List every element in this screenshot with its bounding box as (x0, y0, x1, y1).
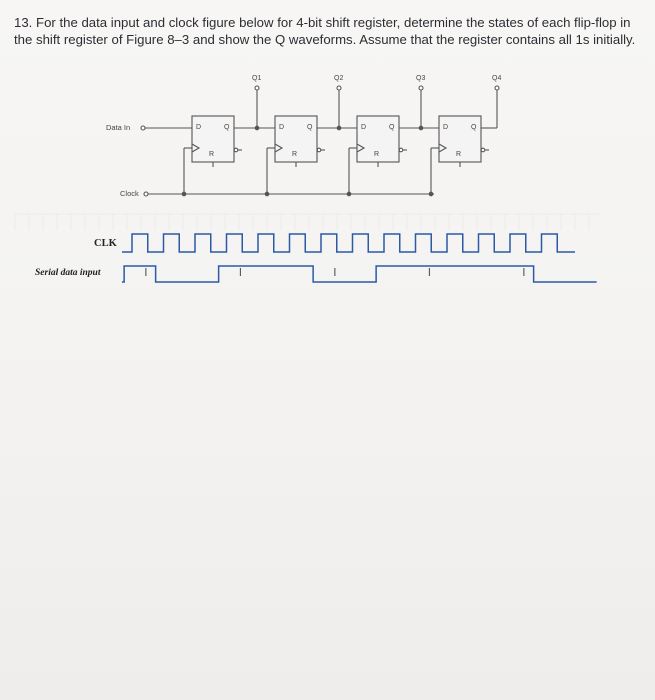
question-body: For the data input and clock figure below for 4-bit shift register, determine the states of each flip-flop in the shift register of Figure 8–3 and show the Q waveforms. Assume that the register contains all 1s initially. (14, 15, 636, 47)
q-output-terminal (419, 86, 423, 90)
q-junction-dot (419, 126, 423, 130)
flip-flop-4 (429, 75, 501, 196)
ff-d-pin-label: D (279, 124, 285, 131)
q3-label: Q3 (416, 75, 426, 82)
ff-d-pin-label: D (196, 124, 202, 131)
data-in-label: Data In (106, 123, 131, 132)
flip-flop-1 (182, 75, 275, 196)
ff-qbar-bubble (399, 148, 403, 152)
bit-boundary-ticks (146, 268, 524, 276)
serial-data-waveform (122, 266, 597, 282)
q-junction-dot (255, 126, 259, 130)
ff-r-pin-label: R (209, 151, 215, 158)
clock-junction-dot (182, 192, 186, 196)
q-junction-dot (337, 126, 341, 130)
q4-label: Q4 (492, 75, 502, 82)
ff-d-pin-label: D (443, 124, 449, 131)
ff-qbar-bubble (481, 148, 485, 152)
timing-diagram (35, 234, 597, 282)
ff-q-pin-label: Q (307, 124, 313, 131)
flip-flop-3 (347, 75, 439, 196)
clock-junction-dot (429, 192, 433, 196)
ff-q-pin-label: Q (224, 124, 230, 131)
question-number: 13. (14, 15, 33, 30)
ff-qbar-bubble (234, 148, 238, 152)
q-output-terminal (255, 86, 259, 90)
flip-flop-2 (265, 75, 357, 196)
ff-d-pin-label: D (361, 124, 367, 131)
data-in-terminal (141, 126, 145, 130)
clk-label: CLK (94, 238, 117, 249)
q1-label: Q1 (252, 75, 262, 82)
ff-r-pin-label: R (374, 151, 380, 158)
clock-terminal (144, 192, 148, 196)
q-output-terminal (495, 86, 499, 90)
clock-junction-dot (265, 192, 269, 196)
shift-register-circuit (106, 75, 501, 198)
ff-r-pin-label: R (292, 151, 298, 158)
ff-qbar-bubble (317, 148, 321, 152)
ff-r-pin-label: R (456, 151, 462, 158)
q2-label: Q2 (334, 75, 344, 82)
clock-junction-dot (347, 192, 351, 196)
clock-label: Clock (120, 189, 139, 198)
serial-data-label: Serial data input (35, 268, 101, 278)
ff-q-pin-label: Q (471, 124, 477, 131)
waveform-grid (15, 214, 600, 230)
ff-q-pin-label: Q (389, 124, 395, 131)
clk-waveform (122, 234, 575, 252)
q-output-terminal (337, 86, 341, 90)
